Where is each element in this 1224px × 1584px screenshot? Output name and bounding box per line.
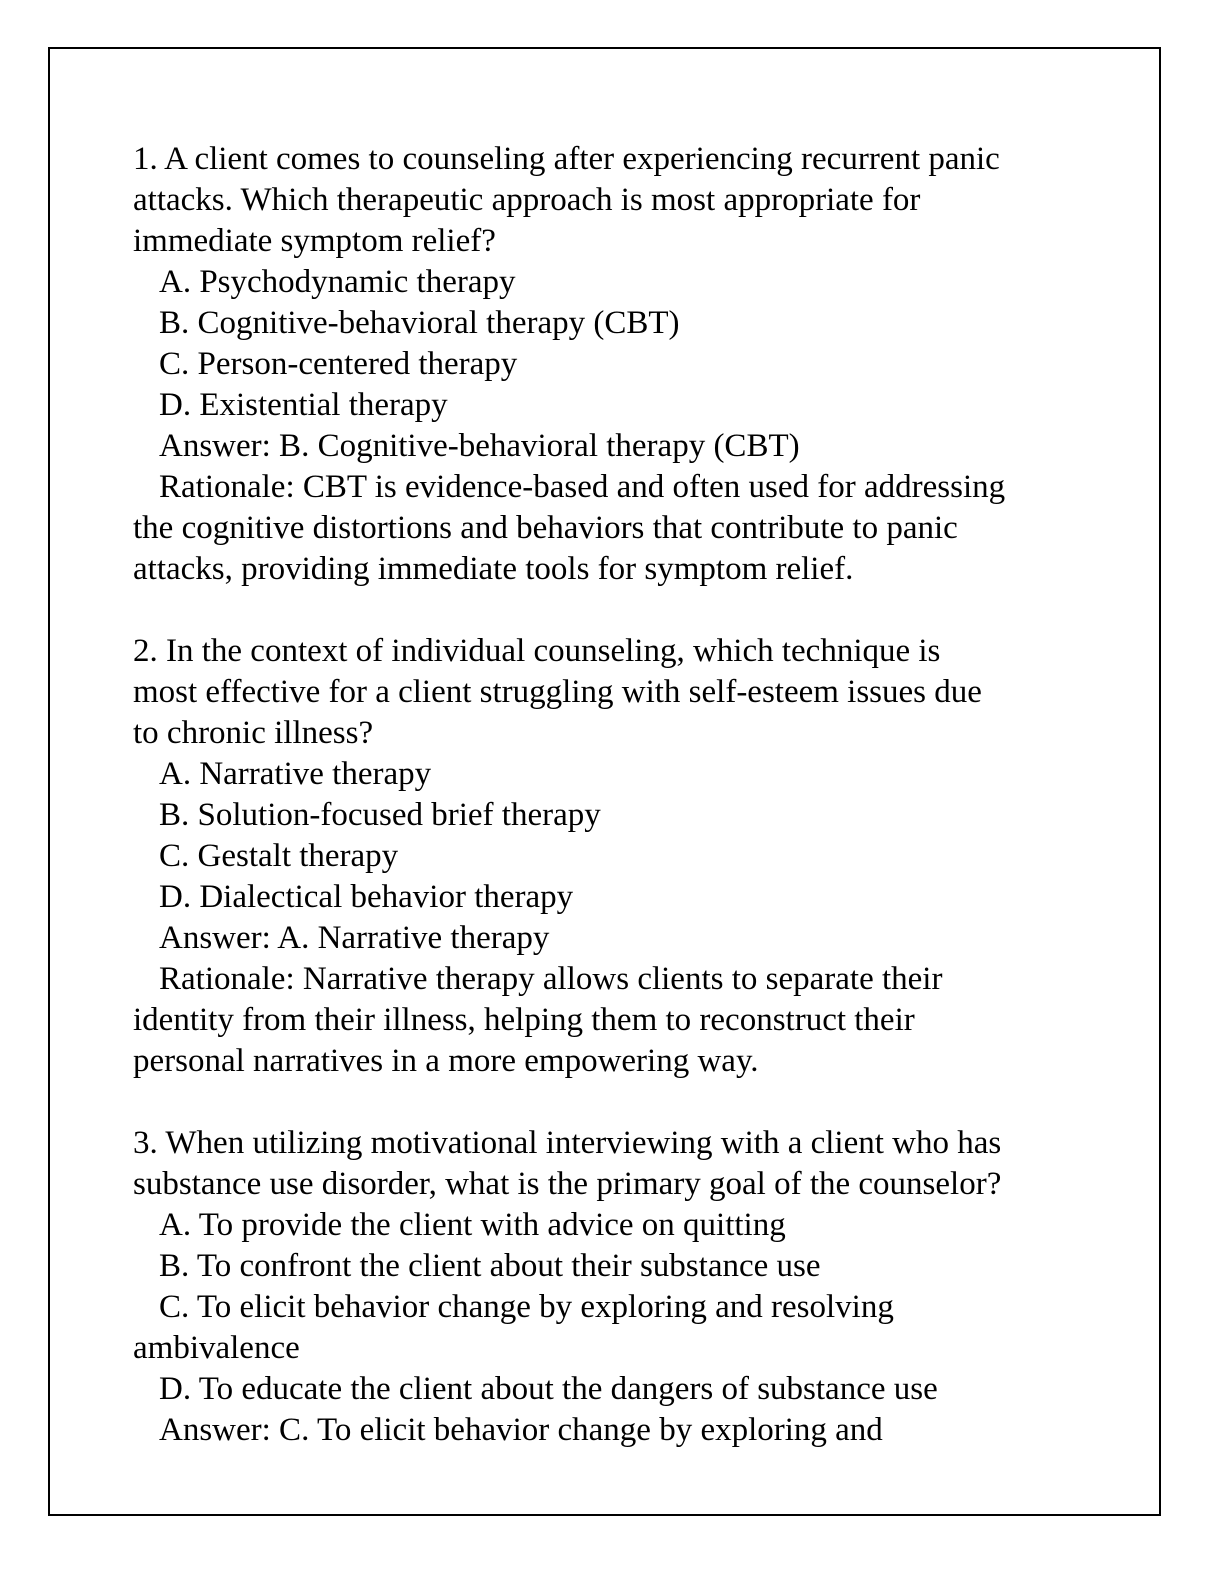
document-body xyxy=(133,139,1093,1451)
question-3 xyxy=(133,1123,1093,1451)
question-1-answer: Answer: B. Cognitive-behavioral therapy (CBT) xyxy=(159,428,800,464)
question-1-stem-line-1: 1. A client comes to counseling after experiencing recurrent panic xyxy=(133,141,1000,177)
question-spacer xyxy=(133,1082,1093,1123)
question-2-option-b: B. Solution-focused brief therapy xyxy=(159,797,601,833)
question-1-rationale-line-2: the cognitive distortions and behaviors that contribute to panic xyxy=(133,510,958,546)
question-2-stem-line-2: most effective for a client struggling with self-esteem issues due xyxy=(133,674,982,710)
question-2-option-c: C. Gestalt therapy xyxy=(159,838,399,874)
question-spacer xyxy=(133,590,1093,631)
question-1-option-d: D. Existential therapy xyxy=(159,387,448,423)
question-1-stem-line-3: immediate symptom relief? xyxy=(133,223,496,259)
question-1-stem-line-2: attacks. Which therapeutic approach is most appropriate for xyxy=(133,182,921,218)
question-1-option-b: B. Cognitive-behavioral therapy (CBT) xyxy=(159,305,680,341)
question-2-answer: Answer: A. Narrative therapy xyxy=(159,920,550,956)
question-3-stem-line-1: 3. When utilizing motivational interviewing with a client who has xyxy=(133,1125,1002,1161)
question-2 xyxy=(133,631,1093,1082)
question-3-option-c: C. To elicit behavior change by exploring and resolving xyxy=(159,1289,894,1325)
question-2-rationale-line-1: Rationale: Narrative therapy allows clients to separate their xyxy=(159,961,943,997)
question-2-option-d: D. Dialectical behavior therapy xyxy=(159,879,574,915)
question-2-stem-line-3: to chronic illness? xyxy=(133,715,374,751)
question-3-stem-line-2: substance use disorder, what is the primary goal of the counselor? xyxy=(133,1166,1002,1202)
question-2-rationale-line-3: personal narratives in a more empowering way. xyxy=(133,1043,759,1079)
question-1-option-c: C. Person-centered therapy xyxy=(159,346,518,382)
question-2-option-a: A. Narrative therapy xyxy=(159,756,432,792)
question-3-option-a: A. To provide the client with advice on quitting xyxy=(159,1207,786,1243)
question-3-option-d: D. To educate the client about the dangers of substance use xyxy=(159,1371,938,1407)
question-1-option-a: A. Psychodynamic therapy xyxy=(159,264,516,300)
question-2-stem-line-1: 2. In the context of individual counseling, which technique is xyxy=(133,633,941,669)
question-1 xyxy=(133,139,1093,590)
question-1-rationale-line-1: Rationale: CBT is evidence-based and often used for addressing xyxy=(159,469,1006,505)
question-3-option-b: B. To confront the client about their substance use xyxy=(159,1248,821,1284)
question-3-answer: Answer: C. To elicit behavior change by exploring and xyxy=(159,1412,883,1448)
question-2-rationale-line-2: identity from their illness, helping them to reconstruct their xyxy=(133,1002,915,1038)
question-3-option-c-continuation: ambivalence xyxy=(133,1330,300,1366)
question-1-rationale-line-3: attacks, providing immediate tools for symptom relief. xyxy=(133,551,854,587)
